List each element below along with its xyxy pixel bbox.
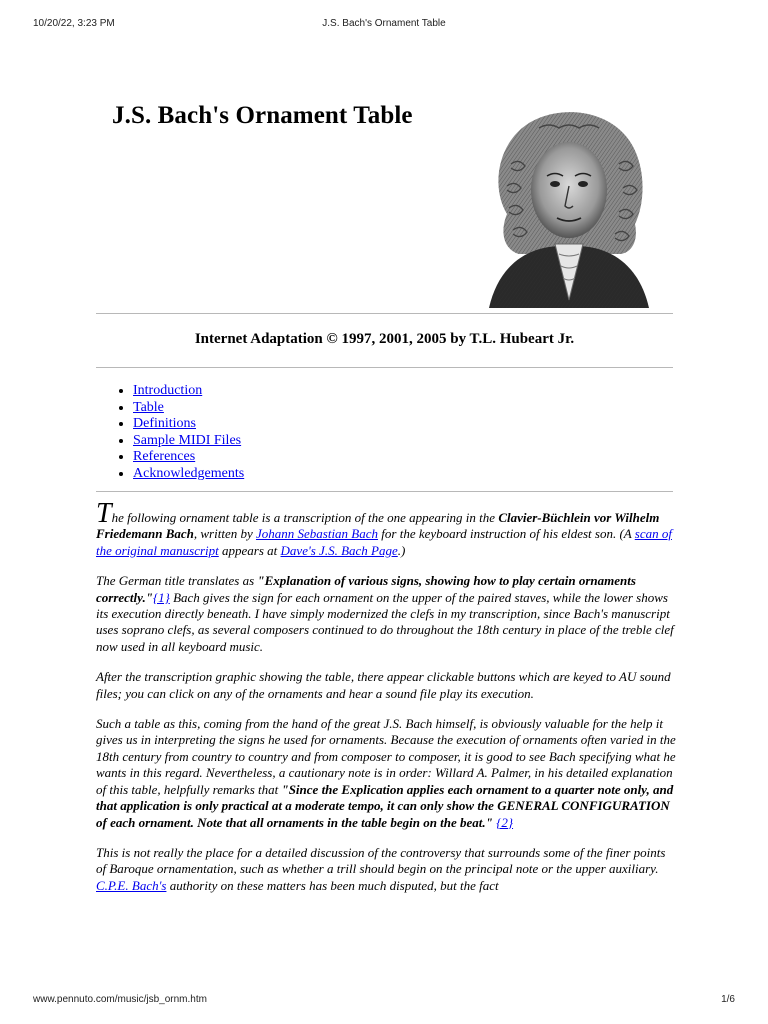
toc-link-acknowledgements[interactable]: Acknowledgements: [133, 465, 245, 481]
text-run: Bach gives the sign for each ornament on the upper of the paired staves, while the lower shows its execution directly beneath. I have simply modernized the clefs in my transcription, since Bach's manuscript uses soprano clefs, as several composers continued to do throughout the 18th century in place of the treble clef now used in all keyboard music.: [96, 589, 674, 654]
toc-link-introduction[interactable]: Introduction: [133, 383, 203, 398]
print-footer: [33, 994, 735, 1008]
link-original-manuscript-scan[interactable]: scan of the original manuscript: [96, 526, 672, 558]
toc-link-definitions[interactable]: Definitions: [133, 416, 196, 431]
link-daves-bach-page[interactable]: Dave's J.S. Bach Page: [280, 542, 398, 558]
print-page-number: 1/6: [721, 994, 735, 1005]
paragraph-palmer-note: [96, 716, 678, 831]
text-run: The German title translates as: [96, 573, 258, 589]
footnote-link-1[interactable]: {1}: [152, 589, 170, 605]
bold-text: "Explanation of various signs, showing how to play certain ornaments correctly.": [96, 573, 636, 605]
toc-item: [133, 400, 244, 417]
toc-item: [133, 449, 244, 466]
divider-middle: [96, 367, 673, 368]
text-run: appears at: [218, 542, 281, 558]
toc-link-references[interactable]: References: [133, 449, 196, 464]
text-run: authority on these matters has been much disputed, but the fact: [166, 877, 499, 893]
print-datetime: 10/20/22, 3:23 PM: [33, 18, 115, 29]
toc-link-table[interactable]: Table: [133, 399, 164, 415]
drop-cap: T: [96, 498, 112, 529]
bach-portrait-image: [469, 104, 667, 308]
link-johann-sebastian-bach[interactable]: Johann Sebastian Bach: [255, 526, 379, 542]
paragraph-german-title: [96, 573, 678, 655]
toc-item: [133, 433, 244, 450]
text-run: , written by: [193, 526, 256, 542]
link-cpe-bach[interactable]: C.P.E. Bach's: [96, 877, 167, 893]
bach-portrait-illustration: [469, 104, 667, 308]
paragraph-sound-files: After the transcription graphic showing the table, there appear clickable buttons which are keyed to AU sound files; you can click on any of the ornaments and hear a sound file play its execution.: [96, 669, 671, 701]
page-title: J.S. Bach's Ornament Table: [112, 102, 413, 129]
copyright-line: Internet Adaptation © 1997, 2001, 2005 by T.L. Hubeart Jr.: [194, 331, 575, 347]
footnote-link-2[interactable]: {2}: [496, 814, 514, 830]
divider-bottom: [96, 491, 673, 492]
divider-top: [96, 313, 673, 314]
paragraph-controversy: [96, 845, 678, 894]
table-of-contents: [97, 383, 244, 482]
text-run: for the keyboard instruction of his eldest son. (A: [378, 526, 635, 542]
bold-text: "Since the Explication applies each ornament to a quarter note only, and that application is only practical at a moderate tempo, it can only show the GENERAL CONFIGURATION of each ornament. Note that all ornaments in the table begin on the beat.": [96, 781, 674, 830]
text-run: This is not really the place for a detailed discussion of the controversy that surrounds some of the finer points of Baroque ornamentation, such as whether a trill should begin on the principal note or the upper auxiliary.: [96, 844, 666, 877]
toc-link-sample-midi-files[interactable]: Sample MIDI Files: [133, 432, 242, 448]
paragraph-intro: [96, 498, 678, 559]
article-body: [96, 498, 678, 908]
bold-text: Clavier-Büchlein vor Wilhelm Friedemann Bach: [96, 510, 660, 542]
toc-item: [133, 416, 244, 433]
print-url: www.pennuto.com/music/jsb_ornm.htm: [33, 994, 207, 1005]
text-run: he following ornament table is a transcription of the one appearing in the: [111, 510, 499, 525]
print-doc-title: J.S. Bach's Ornament Table: [322, 18, 446, 29]
toc-item: [133, 466, 244, 483]
text-run: Such a table as this, coming from the hand of the great J.S. Bach himself, is obviously valuable for the help it gives us in interpreting the signs he used for ornaments. Because the execution of ornaments often varied in the 18th century from country to country and from composer to composer, it is good to see Bach specifying what he wants in this regard. Nevertheless, a cautionary note is in order: Willard A. Palmer, in his detailed explanation of this table, helpfully remarks that: [96, 716, 676, 797]
print-header: [33, 18, 735, 32]
toc-item: [133, 383, 244, 400]
text-run: .): [397, 542, 406, 558]
